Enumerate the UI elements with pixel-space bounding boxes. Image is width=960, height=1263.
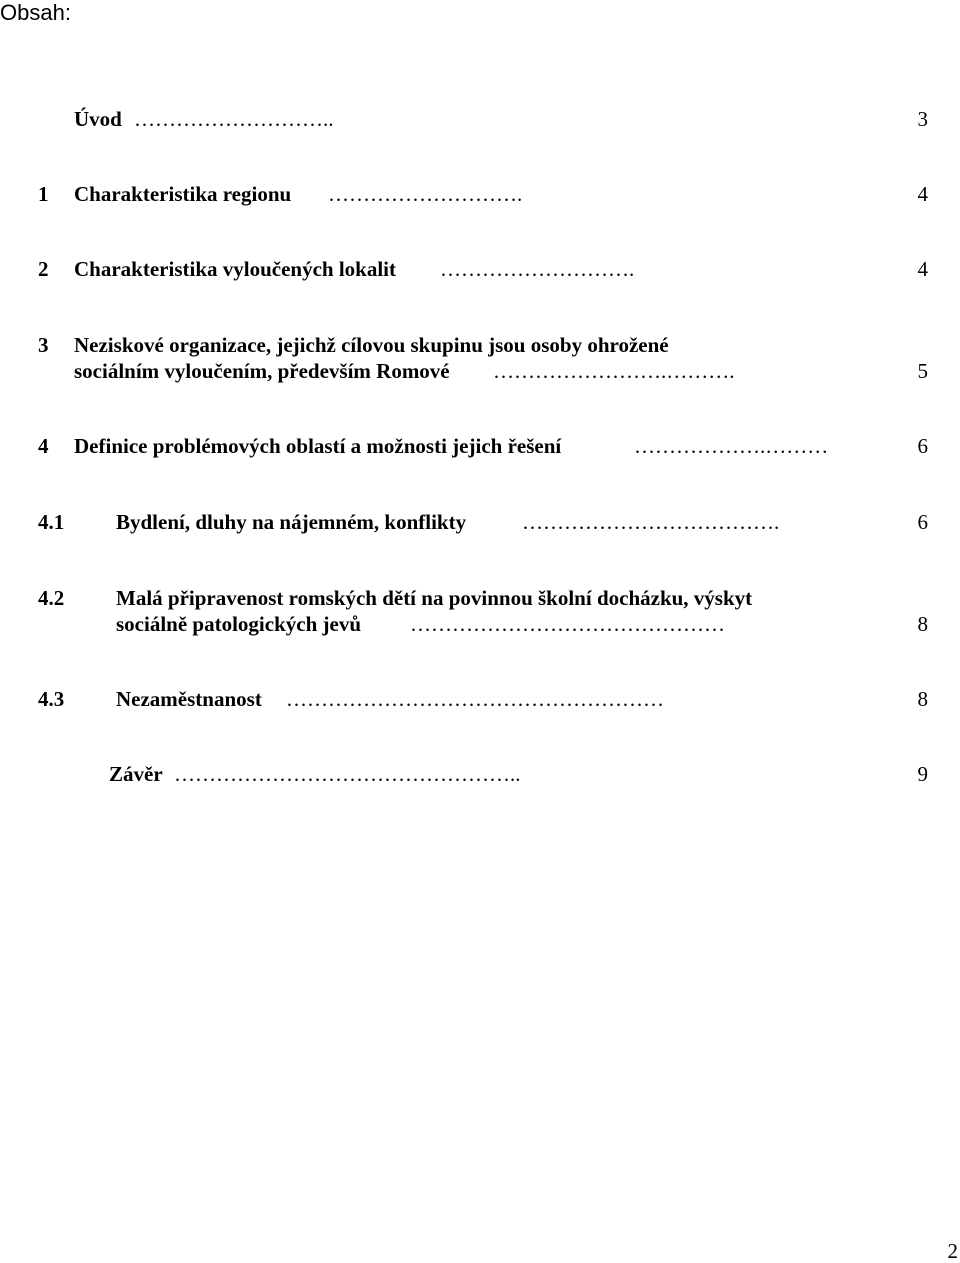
toc-entry-title: Charakteristika vyloučených lokalit [74,257,397,281]
toc-entry-number: 4.3 [38,687,65,711]
toc-entry-page: 6 [917,434,928,458]
toc-entry-title: sociálním vyloučením, především Romové [74,359,450,383]
toc-entry-leader: ………………………. [440,257,635,281]
toc-entry-4-1[interactable] [38,508,928,538]
toc-entry-number: 2 [38,257,49,281]
toc-entry-leader: ……………………….. [134,107,334,131]
toc-entry-leader: ………………………. [328,182,523,206]
toc-entry-leader: ………………………………………….. [174,762,521,786]
toc-entry-page: 5 [917,359,928,383]
toc-entry-3[interactable] [38,331,928,391]
toc-entry-page: 4 [917,257,928,281]
toc-entry-page: 4 [917,182,928,206]
toc-entry-page: 8 [917,687,928,711]
toc-entry-leader: ………………………………. [522,510,780,534]
page-number: 2 [947,1239,958,1263]
toc-entry-4-3[interactable] [38,685,928,715]
toc-entry-page: 9 [917,762,928,786]
toc-entry-title: sociálně patologických jevů [116,612,361,636]
toc-entry-number: 1 [38,182,49,206]
toc-entry-title: Úvod [74,107,122,131]
toc-entry-4[interactable] [38,432,928,462]
toc-entry-title: Závěr [109,762,163,786]
toc-entry-page: 3 [917,107,928,131]
toc-entry-conclusion[interactable] [38,760,928,790]
toc-entry-intro[interactable] [38,105,928,135]
toc-entry-title-line1: Neziskové organizace, jejichž cílovou skupinu jsou osoby ohrožené [74,333,669,357]
toc-entry-page: 8 [917,612,928,636]
toc-entry-number: 3 [38,333,49,357]
toc-entry-number: 4.2 [38,586,65,610]
toc-entry-1[interactable] [38,180,928,210]
toc-entry-leader: ……………………………………………… [286,687,664,711]
toc-entry-leader: ……………………………………… [410,612,725,636]
toc-heading: Obsah: [0,0,71,25]
toc-entry-leader: …………………….………. [493,359,735,383]
toc-entry-leader: ……………….……… [634,434,829,458]
toc-entry-number: 4 [38,434,49,458]
toc-entry-number: 4.1 [38,510,65,534]
toc-entry-title: Nezaměstnanost [116,687,262,711]
toc-entry-2[interactable] [38,255,928,285]
toc-entry-4-2[interactable] [38,584,928,644]
toc-entry-title: Charakteristika regionu [74,182,292,206]
toc-entry-page: 6 [917,510,928,534]
toc-entry-title: Bydlení, dluhy na nájemném, konflikty [116,510,467,534]
toc-entry-title-line1: Malá připravenost romských dětí na povinnou školní docházku, výskyt [116,586,753,610]
toc-entry-title: Definice problémových oblastí a možnosti jejich řešení [74,434,562,458]
